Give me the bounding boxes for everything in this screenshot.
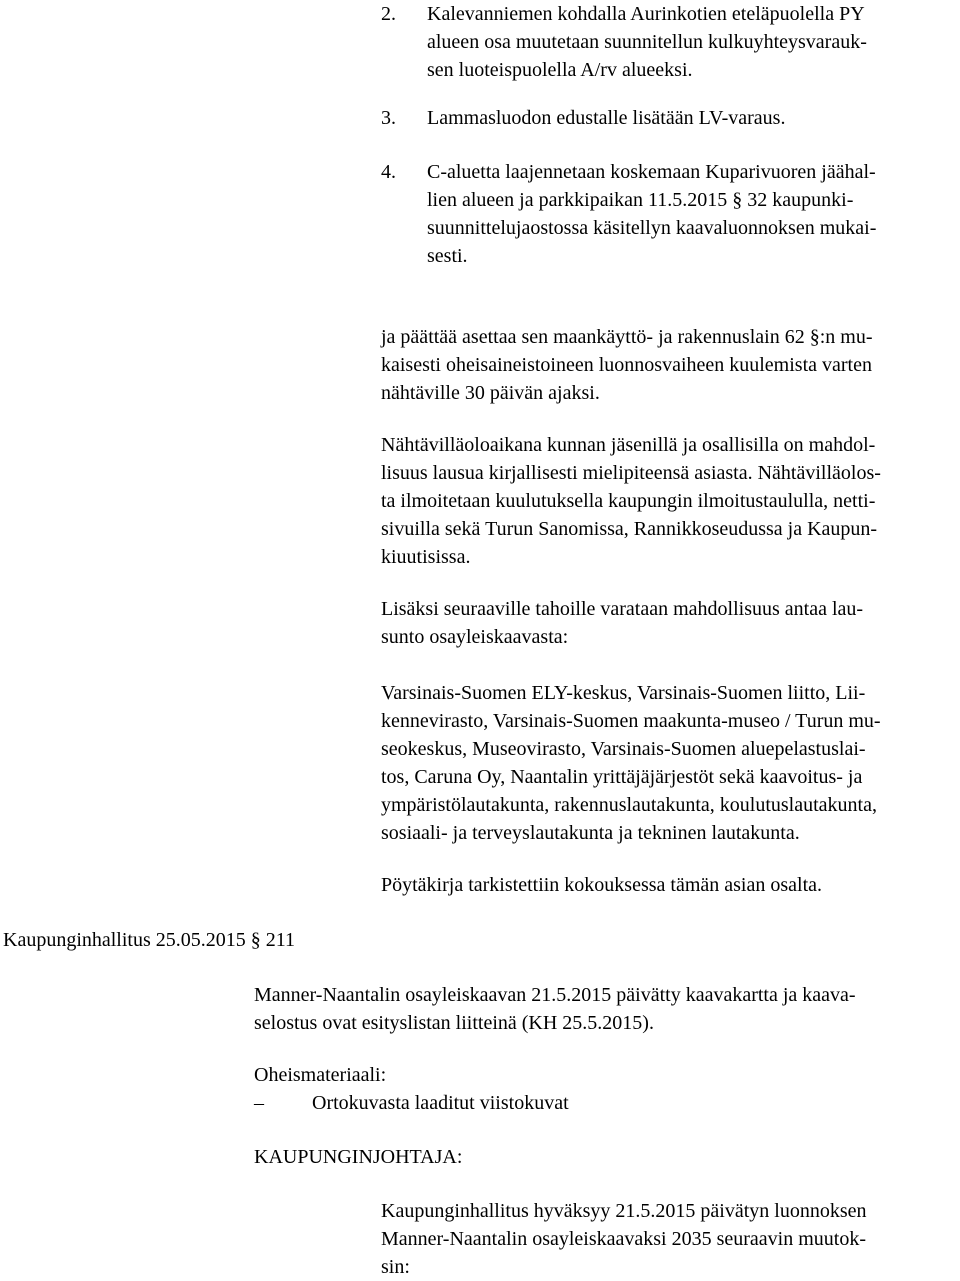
list-number: 4. xyxy=(381,161,396,183)
attachment-paragraph: Manner-Naantalin osayleiskaavan 21.5.2015 päivätty kaavakartta ja kaava- selostus ovat esityslistan liitteinä (KH 25.5.2015). xyxy=(254,984,856,1034)
supplementary-label: Oheismateriaali: xyxy=(254,1064,387,1086)
mayor-label: KAUPUNGINJOHTAJA: xyxy=(254,1146,463,1168)
list-text: Kalevanniemen kohdalla Aurinkotien eteläpuolella PY alueen osa muutetaan suunnitellun kulkuyhteysvarauk- sen luoteispuolella A/rv alueeksi. xyxy=(427,3,867,81)
statements-intro-paragraph: Lisäksi seuraaville tahoille varataan mahdollisuus antaa lau- sunto osayleiskaavasta: xyxy=(381,598,864,648)
supplementary-item xyxy=(254,1089,569,1117)
list-number: 3. xyxy=(381,107,396,129)
display-period-paragraph: Nähtävilläoloaikana kunnan jäsenillä ja osallisilla on mahdol- lisuus lausua kirjallisesti mielipiteensä asiasta. Nähtävilläolos- ta ilmoitetaan kuulutuksella kaupungin ilmoitustaululla, netti- sivuilla sekä Turun Sanomissa, Rannikkoseudussa ja Kaupun- kiuutisissa. xyxy=(381,434,881,568)
statements-list-paragraph: Varsinais-Suomen ELY-keskus, Varsinais-Suomen liitto, Lii- kennevirasto, Varsinais-Suomen maakunta-museo / Turun mu- seokeskus, Museovirasto, Varsinais-Suomen aluepelastuslai- tos, Caruna Oy, Naantalin yrittäjäjärjestöt sekä kaavoitus- ja ympäristölautakunta, rakennuslautakunta, koulutuslautakunta, sosiaali- ja terveyslautakunta ja tekninen lautakunta. xyxy=(381,682,881,844)
minutes-paragraph: Pöytäkirja tarkistettiin kokouksessa tämän asian osalta. xyxy=(381,874,823,896)
list-text: C-aluetta laajennetaan koskemaan Kuparivuoren jäähal- lien alueen ja parkkipaikan 11.5.2015 § 32 kaupunki- suunnittelujaostossa käsitellyn kaavaluonnoksen mukai- sesti. xyxy=(427,161,877,267)
dash-marker: – xyxy=(254,1092,264,1114)
list-text: Lammasluodon edustalle lisätään LV-varaus. xyxy=(427,107,786,129)
section-header: Kaupunginhallitus 25.05.2015 § 211 xyxy=(3,929,296,951)
mayor-proposal-paragraph: Kaupunginhallitus hyväksyy 21.5.2015 päivätyn luonnoksen Manner-Naantalin osayleiskaavaksi 2035 seuraavin muutok- sin: xyxy=(381,1200,867,1278)
decision-paragraph: ja päättää asettaa sen maankäyttö- ja rakennuslain 62 §:n mu- kaisesti oheisaineistoineen luonnosvaiheen kuulemista varten nähtäville 30 päivän ajaksi. xyxy=(381,326,873,404)
list-number: 2. xyxy=(381,3,396,25)
supplementary-item-text: Ortokuvasta laaditut viistokuvat xyxy=(312,1092,569,1114)
